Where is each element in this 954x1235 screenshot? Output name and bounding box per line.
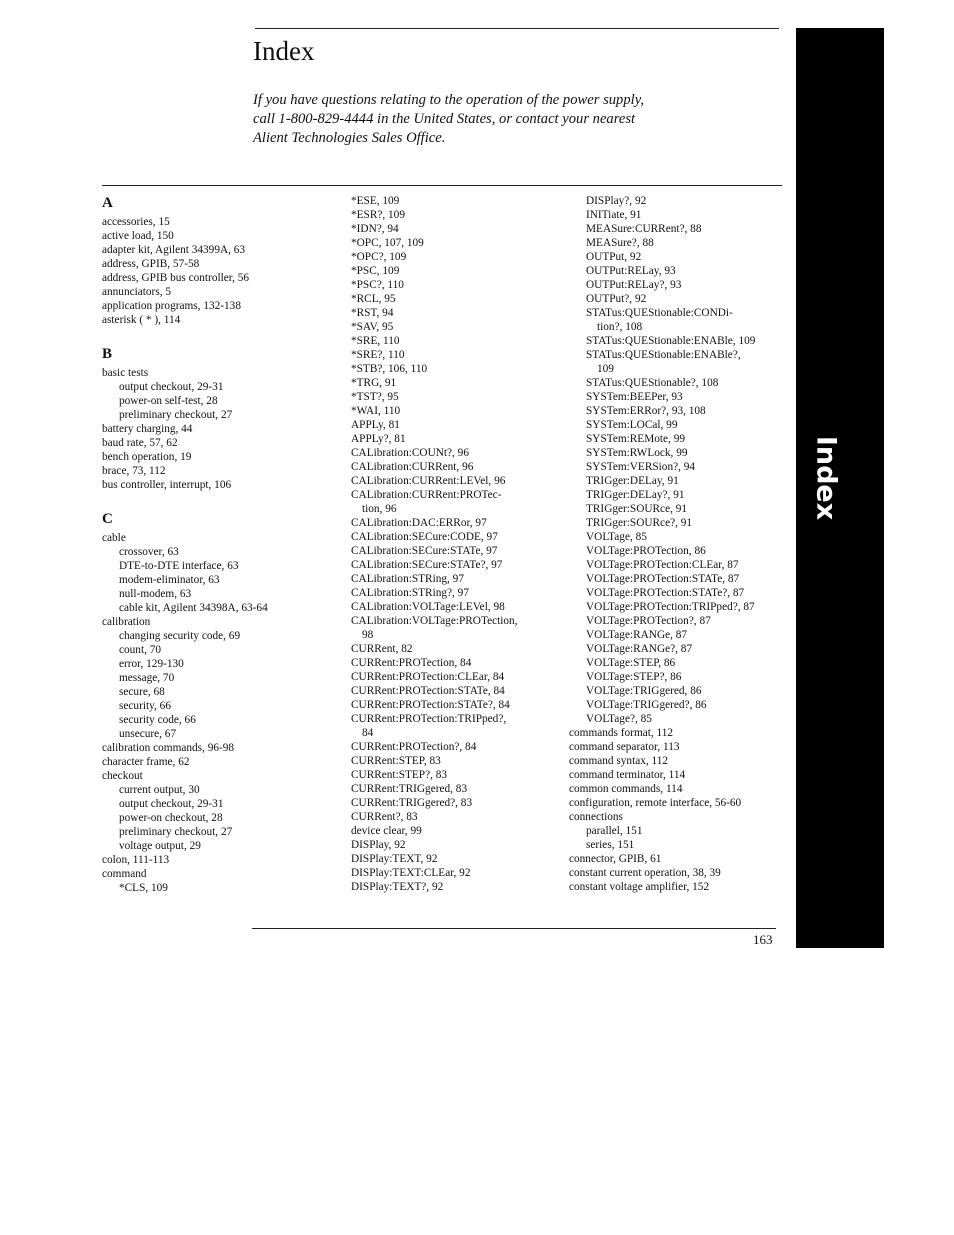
- index-entry: DISPlay:TEXT, 92: [351, 853, 438, 865]
- index-subentry: MEASure:CURRent?, 88: [586, 223, 702, 235]
- index-subentry: crossover, 63: [119, 546, 179, 558]
- index-entry: CALibration:CURRent:PROTec-: [351, 489, 502, 501]
- index-entry: CURRent, 82: [351, 643, 413, 655]
- index-entry: tion, 96: [362, 503, 397, 515]
- index-subentry: SYSTem:RWLock, 99: [586, 447, 688, 459]
- index-entry: *TST?, 95: [351, 391, 399, 403]
- index-column-2: [351, 194, 518, 894]
- index-subentry: STATus:QUEStionable:ENABle, 109: [586, 335, 756, 347]
- index-column-3: [569, 194, 755, 894]
- index-entry: basic tests: [102, 367, 149, 379]
- index-subentry: message, 70: [119, 672, 175, 684]
- index-section-letter: A: [102, 195, 113, 211]
- index-subentry: OUTPut, 92: [586, 251, 642, 263]
- index-subentry: output checkout, 29-31: [119, 381, 224, 393]
- index-subentry: STATus:QUEStionable:ENABle?,: [586, 349, 741, 361]
- index-entry: CURRent:TRIGgered, 83: [351, 783, 468, 795]
- index-entry: CALibration:VOLTage:PROTection,: [351, 615, 518, 627]
- index-entry: CALibration:STRing?, 97: [351, 587, 469, 599]
- index-entry: CURRent?, 83: [351, 811, 418, 823]
- index-entry: *TRG, 91: [351, 377, 397, 389]
- side-tab-label: Index: [810, 435, 842, 521]
- index-subentry: output checkout, 29-31: [119, 798, 224, 810]
- index-entry: constant voltage amplifier, 152: [569, 881, 710, 893]
- index-subentry: STATus:QUEStionable:CONDi-: [586, 307, 733, 319]
- index-subentry: power-on self-test, 28: [119, 395, 218, 407]
- page-number: 163: [753, 932, 773, 947]
- index-entry: CURRent:PROTection:CLEar, 84: [351, 671, 505, 683]
- index-entry: checkout: [102, 770, 143, 782]
- index-subentry: VOLTage:PROTection:CLEar, 87: [586, 559, 739, 571]
- index-entry: CURRent:PROTection, 84: [351, 657, 472, 669]
- intro-line: call 1-800-829-4444 in the United States, or contact your nearest: [253, 111, 636, 127]
- index-entry: connections: [569, 811, 623, 823]
- index-subentry: VOLTage:PROTection:TRIPped?, 87: [586, 601, 755, 613]
- page-title: Index: [253, 36, 315, 66]
- index-entry: *RST, 94: [351, 307, 394, 319]
- index-subentry: TRIGger:SOURce?, 91: [586, 517, 693, 529]
- index-subentry: VOLTage:PROTection, 86: [586, 545, 706, 557]
- index-entry: *SRE, 110: [351, 335, 400, 347]
- index-subentry: VOLTage:TRIGgered?, 86: [586, 699, 707, 711]
- index-subentry: VOLTage:PROTection:STATe?, 87: [586, 587, 745, 599]
- index-entry: constant current operation, 38, 39: [569, 867, 721, 879]
- index-subentry: SYSTem:BEEPer, 93: [586, 391, 683, 403]
- index-entry: CALibration:COUNt?, 96: [351, 447, 469, 459]
- index-entry: colon, 111-113: [102, 854, 170, 866]
- index-subentry: *CLS, 109: [119, 882, 168, 894]
- index-subentry: MEASure?, 88: [586, 237, 654, 249]
- index-entry: character frame, 62: [102, 756, 190, 768]
- index-entry: CALibration:SECure:CODE, 97: [351, 531, 498, 543]
- index-entry: common commands, 114: [569, 783, 683, 795]
- index-entry: CALibration:CURRent, 96: [351, 461, 474, 473]
- index-subentry: changing security code, 69: [119, 630, 241, 642]
- index-entry: *OPC, 107, 109: [351, 237, 424, 249]
- index-entry: adapter kit, Agilent 34399A, 63: [102, 244, 246, 256]
- index-subentry: current output, 30: [119, 784, 200, 796]
- index-entry: CALibration:CURRent:LEVel, 96: [351, 475, 506, 487]
- index-subentry: preliminary checkout, 27: [119, 409, 233, 421]
- index-subentry: DISPlay?, 92: [586, 195, 647, 207]
- index-subentry: tion?, 108: [597, 321, 643, 333]
- index-entry: connector, GPIB, 61: [569, 853, 662, 865]
- index-subentry: TRIGger:DELay, 91: [586, 475, 679, 487]
- index-subentry: power-on checkout, 28: [119, 812, 223, 824]
- index-subentry: SYSTem:LOCal, 99: [586, 419, 678, 431]
- index-entry: CURRent:PROTection:STATe, 84: [351, 685, 505, 697]
- index-entry: CURRent:TRIGgered?, 83: [351, 797, 473, 809]
- index-entry: DISPlay:TEXT:CLEar, 92: [351, 867, 471, 879]
- index-subentry: error, 129-130: [119, 658, 184, 670]
- intro-paragraph: [253, 91, 713, 148]
- index-subentry: INITiate, 91: [586, 209, 642, 221]
- index-subentry: preliminary checkout, 27: [119, 826, 233, 838]
- index-entry: *RCL, 95: [351, 293, 396, 305]
- index-subentry: VOLTage:STEP, 86: [586, 657, 676, 669]
- index-subentry: VOLTage, 85: [586, 531, 647, 543]
- index-entry: CALibration:SECure:STATe?, 97: [351, 559, 503, 571]
- index-subentry: STATus:QUEStionable?, 108: [586, 377, 719, 389]
- index-subentry: secure, 68: [119, 686, 165, 698]
- index-entry: *SRE?, 110: [351, 349, 405, 361]
- index-subentry: null-modem, 63: [119, 588, 192, 600]
- index-section-letter: B: [102, 346, 113, 362]
- index-entry: configuration, remote interface, 56-60: [569, 797, 742, 809]
- index-entry: bench operation, 19: [102, 451, 192, 463]
- index-entry: commands format, 112: [569, 727, 674, 739]
- index-entry: DISPlay:TEXT?, 92: [351, 881, 444, 893]
- index-entry: address, GPIB, 57-58: [102, 258, 200, 270]
- index-entry: CALibration:STRing, 97: [351, 573, 464, 585]
- index-entry: CURRent:PROTection:STATe?, 84: [351, 699, 510, 711]
- index-entry: accessories, 15: [102, 216, 170, 228]
- index-subentry: security code, 66: [119, 714, 196, 726]
- index-subentry: SYSTem:VERSion?, 94: [586, 461, 696, 473]
- index-subentry: unsecure, 67: [119, 728, 177, 740]
- index-entry: calibration commands, 96-98: [102, 742, 235, 754]
- bottom-rule: [252, 928, 776, 929]
- index-entry: CURRent:PROTection?, 84: [351, 741, 477, 753]
- index-entry: *WAI, 110: [351, 405, 401, 417]
- index-entry: CURRent:PROTection:TRIPped?,: [351, 713, 507, 725]
- index-subentry: TRIGger:SOURce, 91: [586, 503, 688, 515]
- index-subentry: series, 151: [586, 839, 635, 851]
- intro-line: Alient Technologies Sales Office.: [253, 130, 446, 146]
- index-entry: CALibration:SECure:STATe, 97: [351, 545, 498, 557]
- index-entry: *SAV, 95: [351, 321, 394, 333]
- index-subentry: DTE-to-DTE interface, 63: [119, 560, 239, 572]
- index-entry: asterisk ( * ), 114: [102, 314, 181, 326]
- index-entry: command syntax, 112: [569, 755, 669, 767]
- index-section-letter: C: [102, 511, 113, 527]
- index-subentry: VOLTage:RANGe, 87: [586, 629, 688, 641]
- index-entry: APPLy, 81: [351, 419, 400, 431]
- index-column-1: [102, 194, 268, 895]
- index-entry: 84: [362, 727, 374, 739]
- index-entry: application programs, 132-138: [102, 300, 241, 312]
- index-subentry: SYSTem:ERRor?, 93, 108: [586, 405, 706, 417]
- index-entry: DISPlay, 92: [351, 839, 406, 851]
- index-entry: baud rate, 57, 62: [102, 437, 178, 449]
- index-subentry: modem-eliminator, 63: [119, 574, 220, 586]
- intro-line: If you have questions relating to the operation of the power supply,: [253, 92, 645, 108]
- index-entry: CALibration:VOLTage:LEVel, 98: [351, 601, 505, 613]
- index-entry: *ESE, 109: [351, 195, 400, 207]
- index-entry: command: [102, 868, 147, 880]
- index-subentry: VOLTage:PROTection?, 87: [586, 615, 711, 627]
- index-entry: active load, 150: [102, 230, 174, 242]
- index-entry: battery charging, 44: [102, 423, 193, 435]
- index-entry: *PSC?, 110: [351, 279, 404, 291]
- index-entry: *ESR?, 109: [351, 209, 405, 221]
- index-subentry: VOLTage?, 85: [586, 713, 652, 725]
- index-subentry: 109: [597, 363, 614, 375]
- index-entry: 98: [362, 629, 374, 641]
- index-entry: annunciators, 5: [102, 286, 172, 298]
- index-entry: APPLy?, 81: [351, 433, 406, 445]
- index-subentry: VOLTage:PROTection:STATe, 87: [586, 573, 740, 585]
- index-subentry: OUTPut:RELay?, 93: [586, 279, 682, 291]
- index-entry: brace, 73, 112: [102, 465, 166, 477]
- index-subentry: VOLTage:STEP?, 86: [586, 671, 682, 683]
- index-entry: command terminator, 114: [569, 769, 686, 781]
- index-subentry: cable kit, Agilent 34398A, 63-64: [119, 602, 268, 614]
- index-subentry: OUTPut?, 92: [586, 293, 647, 305]
- index-entry: address, GPIB bus controller, 56: [102, 272, 250, 284]
- index-subentry: SYSTem:REMote, 99: [586, 433, 686, 445]
- index-subentry: security, 66: [119, 700, 171, 712]
- index-entry: device clear, 99: [351, 825, 422, 837]
- index-entry: *STB?, 106, 110: [351, 363, 428, 375]
- index-subentry: VOLTage:TRIGgered, 86: [586, 685, 702, 697]
- index-entry: bus controller, interrupt, 106: [102, 479, 232, 491]
- top-rule: [255, 28, 779, 29]
- index-entry: CALibration:DAC:ERRor, 97: [351, 517, 487, 529]
- index-entry: CURRent:STEP?, 83: [351, 769, 448, 781]
- index-entry: calibration: [102, 616, 151, 628]
- index-subentry: TRIGger:DELay?, 91: [586, 489, 685, 501]
- index-entry: command separator, 113: [569, 741, 680, 753]
- index-subentry: voltage output, 29: [119, 840, 201, 852]
- index-entry: cable: [102, 532, 126, 544]
- section-rule: [102, 185, 782, 186]
- index-subentry: parallel, 151: [586, 825, 643, 837]
- index-entry: *PSC, 109: [351, 265, 400, 277]
- index-entry: CURRent:STEP, 83: [351, 755, 441, 767]
- index-entry: *OPC?, 109: [351, 251, 407, 263]
- index-subentry: count, 70: [119, 644, 162, 656]
- index-subentry: VOLTage:RANGe?, 87: [586, 643, 693, 655]
- index-subentry: OUTPut:RELay, 93: [586, 265, 676, 277]
- index-entry: *IDN?, 94: [351, 223, 399, 235]
